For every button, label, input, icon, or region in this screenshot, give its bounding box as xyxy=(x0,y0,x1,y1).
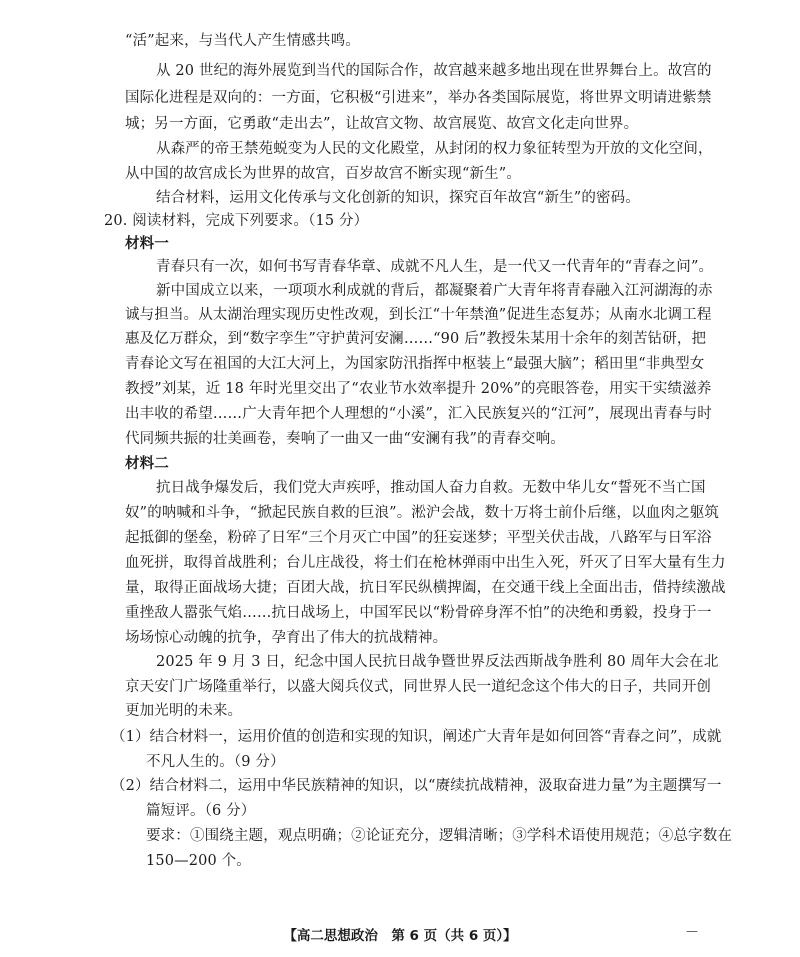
text-line: 2025 年 9 月 3 日，纪念中国人民抗日战争暨世界反法西斯战争胜利 80 周年大会在北 xyxy=(156,654,719,670)
sub-question-1: （1）结合材料一，运用价值的创造和实现的知识，阐述广大青年是如何回答“青春之问”，成就 xyxy=(111,729,722,745)
text-line: 青春论文写在祖国的大江大河上，为国家防汛指挥中枢装上“最强大脑”；稻田里“非典型女 xyxy=(125,356,705,372)
text-line: “活”起来，与当代人产生情感共鸣。 xyxy=(125,33,360,49)
text-line: 量，取得正面战场大捷；百团大战，抗日军民纵横捭阖，在交通干线上全面出击，借持续激战 xyxy=(125,580,726,596)
text-line: 代同频共振的壮美画卷，奏响了一曲又一曲“安澜有我”的青春交响。 xyxy=(125,431,565,447)
text-line: 惠及亿万群众，到“数字孪生”守护黄河安澜……“90 后”教授朱某用十余年的刻苦钻研，把 xyxy=(125,331,707,347)
text-line: 奴”的呐喊和斗争，“掀起民族自救的巨浪”。淞沪会战，数十万将士前仆后继，以血肉之躯筑 xyxy=(125,505,720,521)
text-line: 从中国的故宫成长为世界的故宫，百岁故宫不断实现“新生”。 xyxy=(125,166,522,182)
page-footer: 【高二思想政治 第 6 页（共 6 页）】 xyxy=(283,928,517,944)
text-line: 场场惊心动魄的抗争，孕育出了伟大的抗战精神。 xyxy=(125,630,448,646)
question-prompt: 结合材料，运用文化传承与文化创新的知识，探究百年故宫“新生”的密码。 xyxy=(156,190,640,206)
sub-question-2-cont: 篇短评。（6 分） xyxy=(146,803,256,819)
sub-question-1-cont: 不凡人生的。（9 分） xyxy=(146,754,285,770)
requirements-cont: 150—200 个。 xyxy=(146,853,251,869)
text-line: 从森严的帝王禁苑蜕变为人民的文化殿堂，从封闭的权力象征转型为开放的文化空间， xyxy=(156,141,713,157)
requirements: 要求：①围绕主题，观点明确；②论证充分，逻辑清晰；③学科术语使用规范；④总字数在 xyxy=(146,828,732,844)
text-line: 起抵御的堡垒，粉碎了日军“三个月灭亡中国”的狂妄迷梦；平型关伏击战，八路军与日军浴 xyxy=(125,530,712,546)
text-line: 血死拼，取得首战胜利；台儿庄战役，将士们在枪林弹雨中出生入死，歼灭了日军大量有生力 xyxy=(125,555,726,571)
text-line: 新中国成立以来，一项项水利成就的背后，都凝聚着广大青年将青春融入江河湖海的赤 xyxy=(156,283,713,299)
sub-question-2: （2）结合材料二，运用中华民族精神的知识，以“赓续抗战精神，汲取奋进力量”为主题撰写一 xyxy=(111,778,722,794)
text-line: 诚与担当。从太湖治理实现历史性改观，到长江“十年禁渔”促进生态复苏；从南水北调工程 xyxy=(125,307,712,323)
text-line: 从 20 世纪的海外展览到当代的国际合作，故宫越来越多地出现在世界舞台上。故宫的 xyxy=(156,63,712,79)
material-label: 材料一 xyxy=(125,236,169,252)
text-line: 重挫敌人嚣张气焰……抗日战场上，中国军民以“粉骨碎身浑不怕”的决绝和勇毅，投身于一 xyxy=(125,605,712,621)
text-line: 教授”刘某，近 18 年时光里交出了“农业节水效率提升 20%”的亮眼答卷，用实干实绩滋养 xyxy=(125,381,712,397)
text-line: 更加光明的未来。 xyxy=(125,703,243,719)
text-line: 出丰收的希望……广大青年把个人理想的“小溪”，汇入民族复兴的“江河”，展现出青春与时 xyxy=(125,406,712,422)
question-title: 20. 阅读材料，完成下列要求。（15 分） xyxy=(104,213,369,229)
text-line: 国际化进程是双向的：一方面，它积极“引进来”，举办各类国际展览，将世界文明请进紫禁 xyxy=(125,90,712,106)
text-line: 城；另一方面，它勇敢“走出去”，让故宫文物、故宫展览、故宫文化走向世界。 xyxy=(125,116,639,132)
text-line: 京天安门广场隆重举行，以盛大阅兵仪式，同世界人民一道纪念这个伟大的日子，共同开创 xyxy=(125,679,711,695)
corner-mark: — xyxy=(686,924,698,938)
text-line: 抗日战争爆发后，我们党大声疾呼，推动国人奋力自救。无数中华儿女“誓死不当亡国 xyxy=(156,480,706,496)
material-label: 材料二 xyxy=(125,456,169,472)
text-line: 青春只有一次，如何书写青春华章、成就不凡人生，是一代又一代青年的“青春之问”。 xyxy=(156,259,714,275)
